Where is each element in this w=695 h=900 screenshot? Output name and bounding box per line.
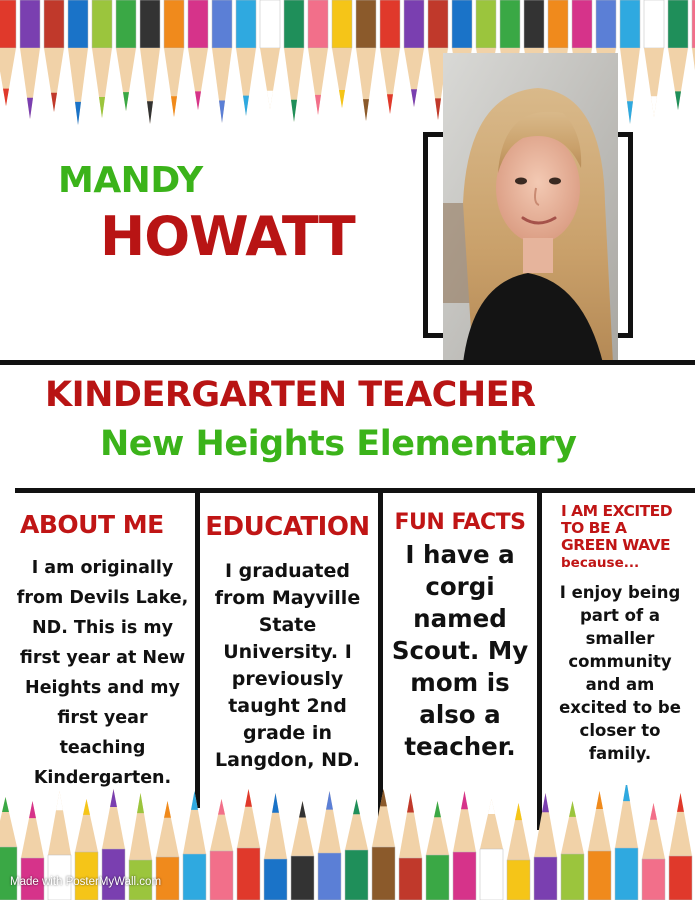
about-line: first year at New	[19, 648, 186, 668]
education-line: State	[258, 614, 317, 636]
pencil-body	[644, 0, 664, 48]
education-line: taught 2nd	[228, 695, 347, 717]
job-title: KINDERGARTEN TEACHER	[45, 375, 536, 415]
pencil-tip	[137, 793, 144, 813]
pencil-tip	[627, 101, 633, 124]
education-line: University. I	[223, 641, 352, 663]
pencil-tip	[267, 91, 273, 109]
pencil-body	[399, 858, 422, 900]
pencil-tip	[3, 89, 9, 106]
pencil-tip	[191, 791, 198, 810]
about-me-text	[15, 553, 190, 793]
excited-because: because...	[561, 555, 640, 571]
pencil-body	[264, 859, 287, 900]
pencil-tip	[651, 96, 657, 117]
pencil-body	[356, 0, 376, 48]
education-section	[200, 512, 375, 774]
pencil-body	[188, 0, 208, 48]
excited-line: closer to	[579, 721, 661, 740]
pencil-body	[534, 857, 557, 900]
pencil-body	[548, 0, 568, 48]
about-me-heading: ABOUT ME	[20, 510, 164, 539]
pencil-tip	[272, 793, 279, 813]
about-line: from Devils Lake,	[16, 588, 189, 608]
pencil-wood	[0, 797, 17, 847]
pencil-body	[500, 0, 520, 48]
pencil-tip	[243, 96, 249, 116]
pencil-wood	[0, 48, 16, 106]
excited-line: part of a	[579, 606, 661, 625]
pencil-tip	[623, 785, 630, 801]
fun-facts-section	[385, 510, 535, 763]
excited-text	[545, 581, 695, 765]
pencil-body	[140, 0, 160, 48]
pencil-body	[404, 0, 424, 48]
pencil-tip	[387, 94, 393, 114]
pencil-body	[68, 0, 88, 48]
excited-line: family.	[588, 744, 652, 763]
pencil-tip	[363, 99, 369, 121]
fun-fact-line: also a	[419, 700, 501, 729]
pencil-body	[212, 0, 232, 48]
pencil-tip	[315, 95, 321, 115]
education-line: grade in	[243, 722, 332, 744]
excited-heading-line: GREEN WAVE	[561, 536, 671, 554]
fun-facts-text	[385, 539, 535, 763]
section-divider	[15, 488, 695, 493]
pencil-tip	[515, 803, 522, 820]
pencil-body	[332, 0, 352, 48]
pencil-body	[426, 855, 449, 900]
pencil-tip	[56, 791, 63, 810]
pencil-tip	[596, 791, 603, 809]
column-separator	[537, 490, 542, 830]
pencil-tip	[411, 89, 417, 107]
pencil-body	[116, 0, 136, 48]
pencil-tip	[29, 801, 36, 818]
fun-fact-line: mom is	[410, 668, 510, 697]
pencil-body	[92, 0, 112, 48]
pencil-tip	[147, 101, 153, 124]
pencil-body	[20, 0, 40, 48]
pencil-tip	[569, 801, 576, 817]
pencil-body	[669, 856, 692, 900]
pencil-tip	[407, 793, 414, 813]
fun-fact-line: named	[413, 604, 507, 633]
pencil-tip	[218, 799, 225, 815]
pencil-tip	[123, 92, 129, 111]
fun-facts-heading: FUN FACTS	[394, 510, 526, 535]
pencil-tip	[488, 799, 495, 814]
pencil-body	[210, 851, 233, 900]
pencil-body	[308, 0, 328, 48]
pencil-body	[318, 853, 341, 900]
pencil-body	[642, 859, 665, 900]
pencil-tip	[326, 791, 333, 810]
pencil-body	[476, 0, 496, 48]
pencil-body	[236, 0, 256, 48]
pencil-tip	[164, 801, 171, 818]
pencil-tip	[291, 100, 297, 122]
excited-line: smaller	[585, 629, 655, 648]
pencil-tip	[677, 793, 684, 812]
pencil-body	[428, 0, 448, 48]
pencil-body	[561, 854, 584, 900]
teacher-portrait-photo	[443, 53, 618, 363]
pencil-body	[380, 0, 400, 48]
pencil-tip	[27, 98, 33, 119]
pencil-tip	[110, 789, 117, 807]
fun-fact-line: I have a	[405, 540, 515, 569]
pencil-tip	[75, 102, 81, 125]
pencil-tip	[339, 90, 345, 108]
pencil-tip	[171, 96, 177, 117]
pencil-body	[0, 0, 16, 48]
excited-heading-line: TO BE A	[561, 519, 627, 537]
first-name: MANDY	[58, 160, 203, 201]
pencil-tip	[83, 799, 90, 815]
school-name: New Heights Elementary	[100, 424, 577, 464]
pencil-body	[572, 0, 592, 48]
pencil-tip	[2, 797, 9, 812]
pencil-body	[0, 847, 17, 900]
pencil-body	[507, 860, 530, 900]
pencil-tip	[650, 803, 657, 820]
pencil-tip	[245, 789, 252, 807]
about-line: I am originally	[31, 558, 174, 578]
pencil-tip	[195, 91, 201, 110]
excited-heading	[545, 503, 695, 554]
pencil-body	[284, 0, 304, 48]
pencil-tip	[99, 97, 105, 118]
pencil-body	[620, 0, 640, 48]
pencil-body	[237, 848, 260, 900]
pencil-tip	[542, 793, 549, 812]
pencil-body	[668, 0, 688, 48]
pencil-body	[44, 0, 64, 48]
pencil-body	[615, 848, 638, 900]
education-text	[200, 558, 375, 774]
pencil-body	[164, 0, 184, 48]
pencil-body	[524, 0, 544, 48]
pencil-tip	[380, 789, 387, 806]
pencil-body	[260, 0, 280, 48]
about-line: ND. This is my	[32, 618, 173, 638]
pencil-body	[102, 849, 125, 900]
pencil-tip	[435, 98, 441, 120]
excited-line: and am	[585, 675, 655, 694]
excited-line: excited to be	[559, 698, 681, 717]
pencil-body	[345, 850, 368, 900]
about-line: first year teaching	[57, 708, 148, 758]
excited-heading-line: I AM EXCITED	[561, 502, 673, 520]
pencil-body	[596, 0, 616, 48]
pencil-body	[480, 849, 503, 900]
pencil-body	[452, 0, 472, 48]
excited-section	[545, 503, 695, 765]
pencil-body	[291, 856, 314, 900]
fun-fact-line: corgi	[425, 572, 495, 601]
excited-line: community	[568, 652, 672, 671]
pencil-tip	[434, 801, 441, 817]
pencil-tip	[299, 801, 306, 818]
education-line: from Mayville	[214, 587, 361, 609]
education-line: Langdon, ND.	[215, 749, 360, 771]
fun-fact-line: teacher.	[404, 732, 516, 761]
pencil-body	[588, 851, 611, 900]
pencil-body	[372, 847, 395, 900]
pencil-tip	[219, 101, 225, 124]
about-line: Heights and my	[25, 678, 180, 698]
pencil-body	[183, 854, 206, 900]
pencil-tip	[353, 799, 360, 814]
about-me-section	[15, 510, 190, 793]
pencil-body	[453, 852, 476, 900]
watermark: Made with PosterMyWall.com	[10, 876, 162, 888]
excited-line: I enjoy being	[559, 583, 681, 602]
column-separator	[378, 490, 383, 828]
pencil-tip	[461, 791, 468, 809]
pencil-tip	[51, 93, 57, 112]
fun-fact-line: Scout. My	[391, 636, 529, 665]
education-line: previously	[231, 668, 344, 690]
pencil-tip	[675, 91, 681, 110]
education-line: I graduated	[225, 560, 350, 582]
last-name: HOWATT	[100, 205, 355, 268]
top-divider	[0, 360, 695, 365]
about-line: Kindergarten.	[33, 768, 172, 788]
education-heading: EDUCATION	[205, 512, 370, 542]
